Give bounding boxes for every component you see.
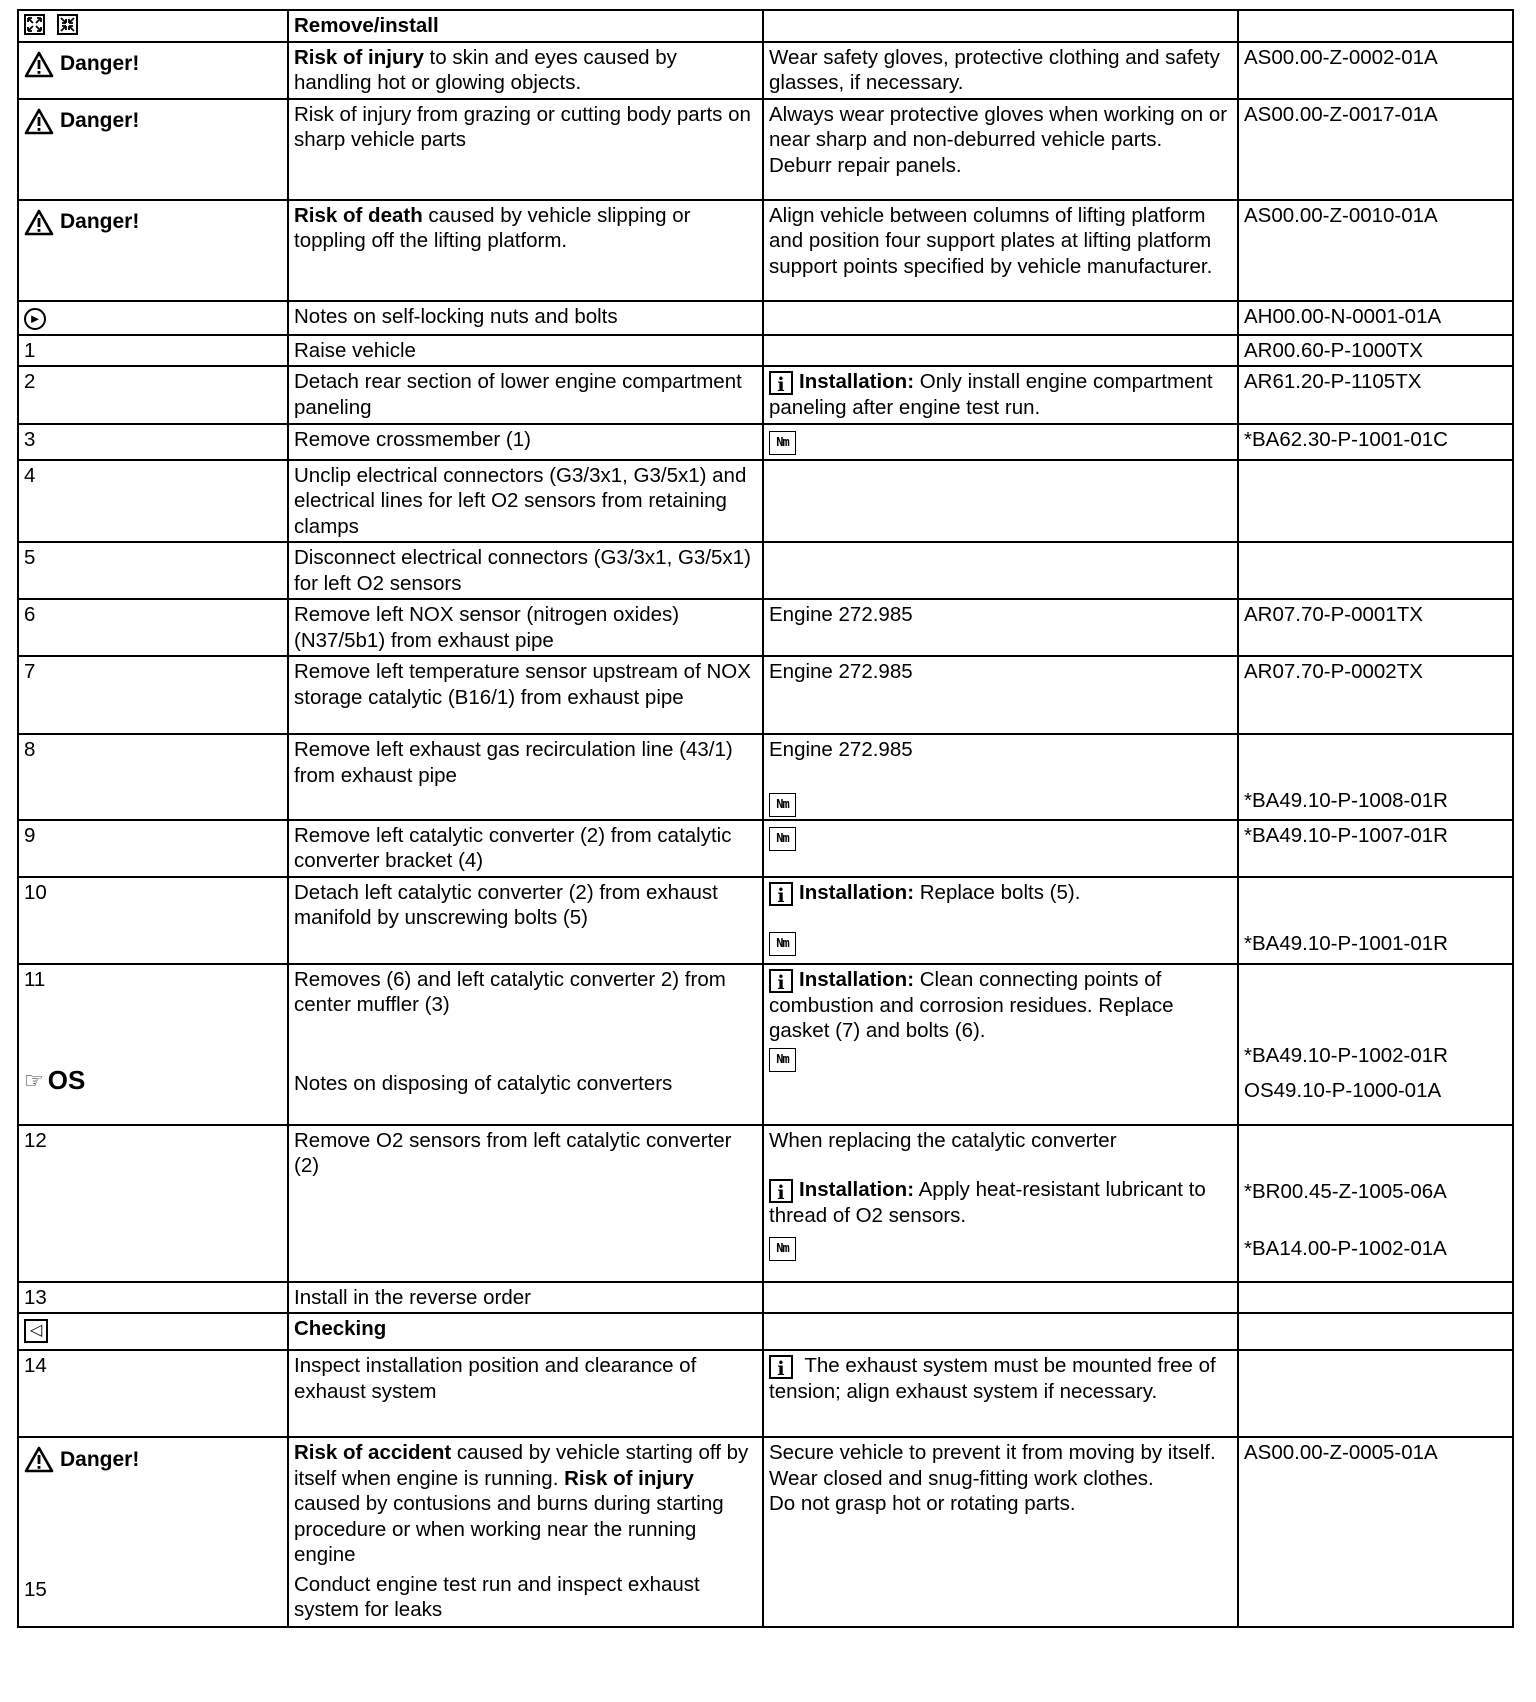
torque-nm-icon[interactable]: Nm bbox=[769, 1237, 796, 1261]
warning-triangle-icon bbox=[24, 108, 54, 135]
info-icon[interactable]: i bbox=[769, 969, 793, 993]
step-number: 13 bbox=[18, 1282, 288, 1314]
doc-reference[interactable]: AH00.00-N-0001-01A bbox=[1238, 301, 1513, 335]
danger-row: Danger! Risk of death caused by vehicle slipping or toppling off the lifting platform. Align vehicle between columns of lifting platform and position four support plates at lifting platform support points specified by vehicle manufacturer. AS00.00-Z-0010-01A bbox=[18, 200, 1513, 301]
header-row bbox=[18, 10, 1513, 42]
notes-circle-icon: ► bbox=[24, 308, 46, 330]
warning-triangle-icon bbox=[24, 51, 54, 78]
doc-reference[interactable]: *BA49.10-P-1002-01R bbox=[1244, 1043, 1448, 1067]
danger-row: Danger! Risk of injury to skin and eyes caused by handling hot or glowing objects. Wear safety gloves, protective clothing and safety glasses, if necessary. AS00.00-Z-0002-01A bbox=[18, 42, 1513, 99]
torque-nm-icon[interactable]: Nm bbox=[769, 827, 796, 851]
step-row: 10 Detach left catalytic converter (2) from exhaust manifold by unscrewing bolts (5) i Installation: Replace bolts (5). Nm *BA49.10-P-1001-01R bbox=[18, 877, 1513, 964]
torque-nm-icon[interactable]: Nm bbox=[769, 932, 796, 956]
collapse-icon[interactable] bbox=[57, 14, 78, 35]
step-row: 4 Unclip electrical connectors (G3/3x1, G3/5x1) and electrical lines for left O2 sensors from retaining clamps bbox=[18, 460, 1513, 543]
step-number: 15 bbox=[24, 1577, 47, 1601]
info-icon[interactable]: i bbox=[769, 882, 793, 906]
danger-label: Danger! bbox=[24, 51, 139, 78]
checking-icon[interactable]: ◁ bbox=[24, 1319, 48, 1343]
pointing-hand-icon: ☞ bbox=[24, 1068, 44, 1093]
doc-reference[interactable]: AR07.70-P-0001TX bbox=[1238, 599, 1513, 656]
doc-reference[interactable]: AR00.60-P-1000TX bbox=[1238, 335, 1513, 367]
step-number: 9 bbox=[18, 820, 288, 877]
info-icon[interactable]: i bbox=[769, 1179, 793, 1203]
step-row: 14 Inspect installation position and clearance of exhaust system i The exhaust system must be mounted free of tension; align exhaust system if necessary. bbox=[18, 1350, 1513, 1437]
doc-reference[interactable]: *BA49.10-P-1008-01R bbox=[1244, 789, 1448, 812]
step-number: 11 bbox=[24, 967, 46, 991]
step-number: 6 bbox=[18, 599, 288, 656]
doc-reference[interactable]: AS00.00-Z-0017-01A bbox=[1238, 99, 1513, 200]
step-number: 14 bbox=[18, 1350, 288, 1437]
step-row: 6 Remove left NOX sensor (nitrogen oxides) (N37/5b1) from exhaust pipe Engine 272.985 AR07.70-P-0001TX bbox=[18, 599, 1513, 656]
doc-reference[interactable]: AS00.00-Z-0002-01A bbox=[1238, 42, 1513, 99]
doc-reference[interactable]: AR07.70-P-0002TX bbox=[1238, 656, 1513, 734]
doc-reference[interactable]: *BA62.30-P-1001-01C bbox=[1238, 424, 1513, 460]
step-number: 5 bbox=[18, 542, 288, 599]
checking-title: Checking bbox=[288, 1313, 763, 1350]
step-row: 3 Remove crossmember (1) Nm *BA62.30-P-1001-01C bbox=[18, 424, 1513, 460]
step-number: 1 bbox=[18, 335, 288, 367]
step-row: 13 Install in the reverse order bbox=[18, 1282, 1513, 1314]
doc-reference[interactable]: *BR00.45-Z-1005-06A bbox=[1244, 1179, 1447, 1203]
step-number: 12 bbox=[18, 1125, 288, 1282]
info-icon[interactable]: i bbox=[769, 1355, 793, 1379]
checking-row bbox=[18, 1313, 1513, 1350]
doc-reference[interactable]: AS00.00-Z-0005-01A bbox=[1238, 1437, 1513, 1627]
step-row: 5 Disconnect electrical connectors (G3/3x1, G3/5x1) for left O2 sensors bbox=[18, 542, 1513, 599]
doc-reference[interactable]: *BA14.00-P-1002-01A bbox=[1244, 1237, 1447, 1260]
step-row: 8 Remove left exhaust gas recirculation line (43/1) from exhaust pipe Engine 272.985 Nm *BA49.10-P-1008-01R bbox=[18, 734, 1513, 820]
step-number: 4 bbox=[18, 460, 288, 543]
info-icon[interactable]: i bbox=[769, 371, 793, 395]
step-row: 7 Remove left temperature sensor upstream of NOX storage catalytic (B16/1) from exhaust pipe Engine 272.985 AR07.70-P-0002TX bbox=[18, 656, 1513, 734]
step-row: 11 ☞ OS Removes (6) and left catalytic converter 2) from center muffler (3) Notes on disposing of catalytic converters i Installation: Clean connecting points of combustion and corrosion residues. Replace gasket (7) and bolts (6). Nm *BA49.10-P-1002-01R OS49.10-P-1000-01A bbox=[18, 964, 1513, 1125]
torque-nm-icon[interactable]: Nm bbox=[769, 793, 796, 817]
danger-label: Danger! bbox=[24, 1446, 139, 1473]
danger-label: Danger! bbox=[24, 108, 139, 135]
doc-reference[interactable]: AS00.00-Z-0010-01A bbox=[1238, 200, 1513, 301]
doc-reference[interactable]: *BA49.10-P-1001-01R bbox=[1244, 931, 1448, 955]
step-row: 2 Detach rear section of lower engine compartment paneling i Installation: Only install engine compartment paneling after engine test run. AR61.20-P-1105TX bbox=[18, 366, 1513, 424]
step-row: 1 Raise vehicle AR00.60-P-1000TX bbox=[18, 335, 1513, 367]
section-title: Remove/install bbox=[288, 10, 763, 42]
header-icons-cell bbox=[18, 10, 288, 42]
danger-label: Danger! bbox=[24, 209, 139, 236]
doc-reference[interactable]: *BA49.10-P-1007-01R bbox=[1238, 820, 1513, 877]
step-number: 3 bbox=[18, 424, 288, 460]
torque-nm-icon[interactable]: Nm bbox=[769, 431, 796, 455]
step-row: 9 Remove left catalytic converter (2) from catalytic converter bracket (4) Nm *BA49.10-P-1007-01R bbox=[18, 820, 1513, 877]
torque-nm-icon[interactable]: Nm bbox=[769, 1048, 796, 1072]
warning-triangle-icon bbox=[24, 209, 54, 236]
danger-row: Danger! 15 Risk of accident caused by vehicle starting off by itself when engine is running. Risk of injury caused by contusions and burns during starting procedure or when working near the running engine Conduct engine test run and inspect exhaust system for leaks Secure vehicle to prevent it from moving by itself. Wear closed and snug-fitting work clothes. Do not grasp hot or rotating parts. AS00.00-Z-0005-01A bbox=[18, 1437, 1513, 1627]
procedure-table bbox=[17, 9, 1514, 1628]
expand-icon[interactable] bbox=[24, 14, 45, 35]
step-number: 2 bbox=[18, 366, 288, 424]
step-number: 7 bbox=[18, 656, 288, 734]
doc-reference[interactable]: AR61.20-P-1105TX bbox=[1238, 366, 1513, 424]
step-number: 8 bbox=[18, 734, 288, 820]
danger-row: Danger! Risk of injury from grazing or cutting body parts on sharp vehicle parts Always wear protective gloves when working on or near sharp and non-deburred vehicle parts. Deburr repair panels. AS00.00-Z-0017-01A bbox=[18, 99, 1513, 200]
warning-triangle-icon bbox=[24, 1446, 54, 1473]
doc-reference[interactable]: OS49.10-P-1000-01A bbox=[1244, 1079, 1442, 1102]
step-number: 10 bbox=[18, 877, 288, 964]
step-row: 12 Remove O2 sensors from left catalytic converter (2) When replacing the catalytic converter i Installation: Apply heat-resistant lubricant to thread of O2 sensors. Nm *BR00.45-Z-1005-06A *BA14.00-P-1002-01A bbox=[18, 1125, 1513, 1282]
disposal-os-icon: ☞ OS bbox=[24, 1065, 86, 1095]
notes-row: ► Notes on self-locking nuts and bolts AH00.00-N-0001-01A bbox=[18, 301, 1513, 335]
